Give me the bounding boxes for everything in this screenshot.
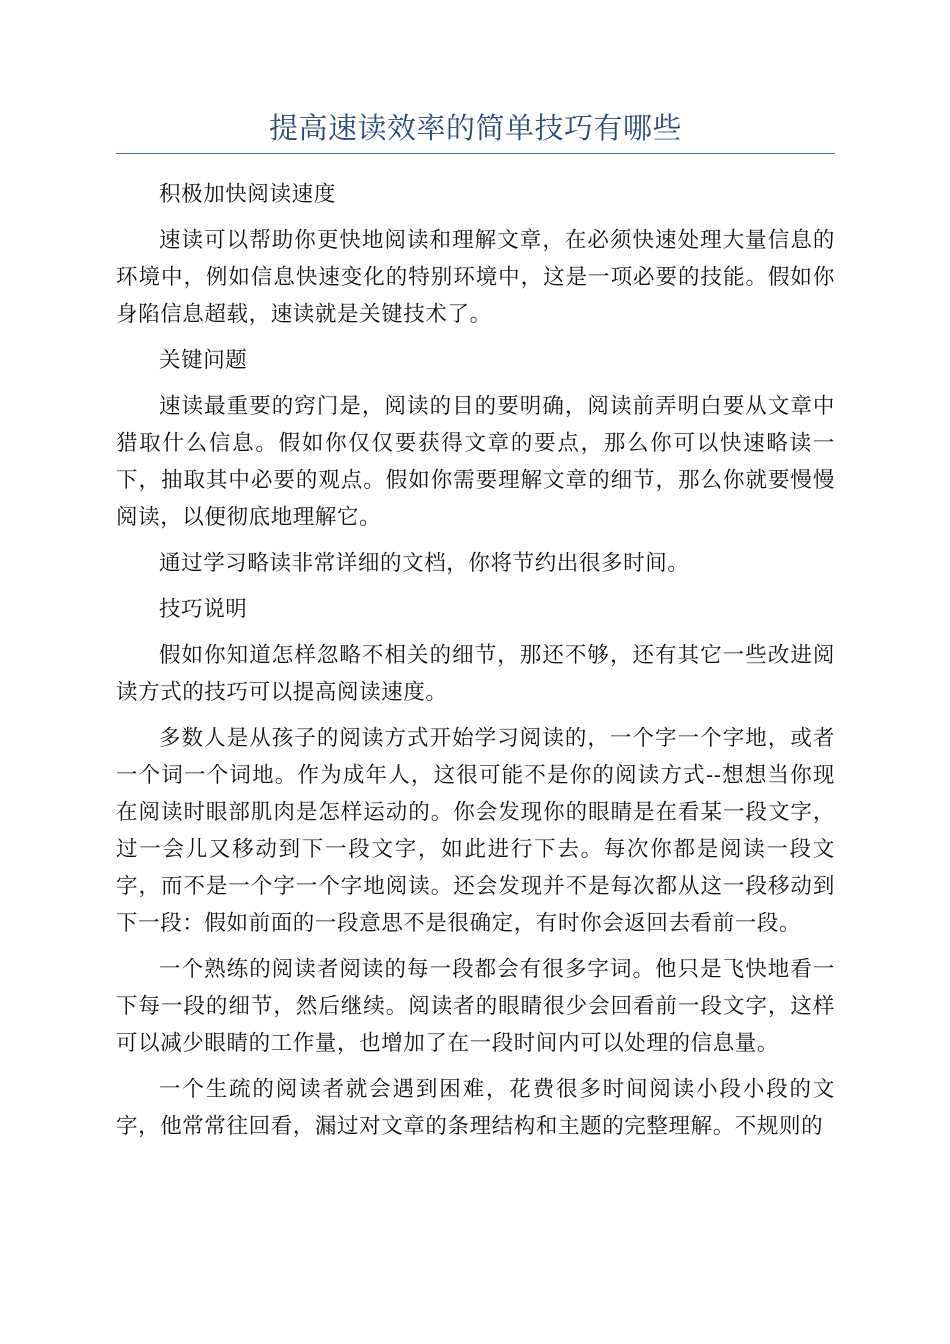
paragraph: 通过学习略读非常详细的文档，你将节约出很多时间。 <box>159 551 690 576</box>
paragraph: 速读最重要的窍门是，阅读的目的要明确，阅读前弄明白要从文章中猎取什么信息。假如你仅仅要获得文章的要点，那么你可以快速略读一下，抽取其中必要的观点。假如你需要理解文章的细节，那么你就要慢慢阅读，以便彻底地理解它。 <box>116 394 835 530</box>
paragraph: 多数人是从孩子的阅读方式开始学习阅读的，一个字一个字地，或者一个词一个词地。作为成年人，这很可能不是你的阅读方式--想想当你现在阅读时眼部肌肉是怎样运动的。你会发现你的眼睛是在看某一段文字，过一会儿又移动到下一段文字，如此进行下去。每次你都是阅读一段文字，而不是一个字一个字地阅读。还会发现并不是每次都从这一段移动到下一段：假如前面的一段意思不是很确定，有时你会返回去看前一段。 <box>116 726 835 936</box>
section-heading-tips: 技巧说明 <box>159 597 248 622</box>
paragraph: 速读可以帮助你更快地阅读和理解文章，在必须快速处理大量信息的环境中，例如信息快速变化的特别环境中，这是一项必要的技能。假如你身陷信息超载，速读就是关键技术了。 <box>116 228 835 327</box>
document-body <box>116 176 835 1154</box>
title-underline <box>116 153 835 154</box>
section-heading-speed: 积极加快阅读速度 <box>159 182 336 207</box>
section-heading-key-question: 关键问题 <box>159 348 248 373</box>
paragraph: 一个生疏的阅读者就会遇到困难，花费很多时间阅读小段小段的文字，他常常往回看，漏过对文章的条理结构和主题的完整理解。不规则的 <box>116 1077 835 1139</box>
paragraph: 一个熟练的阅读者阅读的每一段都会有很多字词。他只是飞快地看一下每一段的细节，然后继续。阅读者的眼睛很少会回看前一段文字，这样可以减少眼睛的工作量，也增加了在一段时间内可以处理的信息量。 <box>116 957 835 1056</box>
paragraph: 假如你知道怎样忽略不相关的细节，那还不够，还有其它一些改进阅读方式的技巧可以提高阅读速度。 <box>116 643 835 705</box>
document-title: 提高速读效率的简单技巧有哪些 <box>268 111 682 145</box>
